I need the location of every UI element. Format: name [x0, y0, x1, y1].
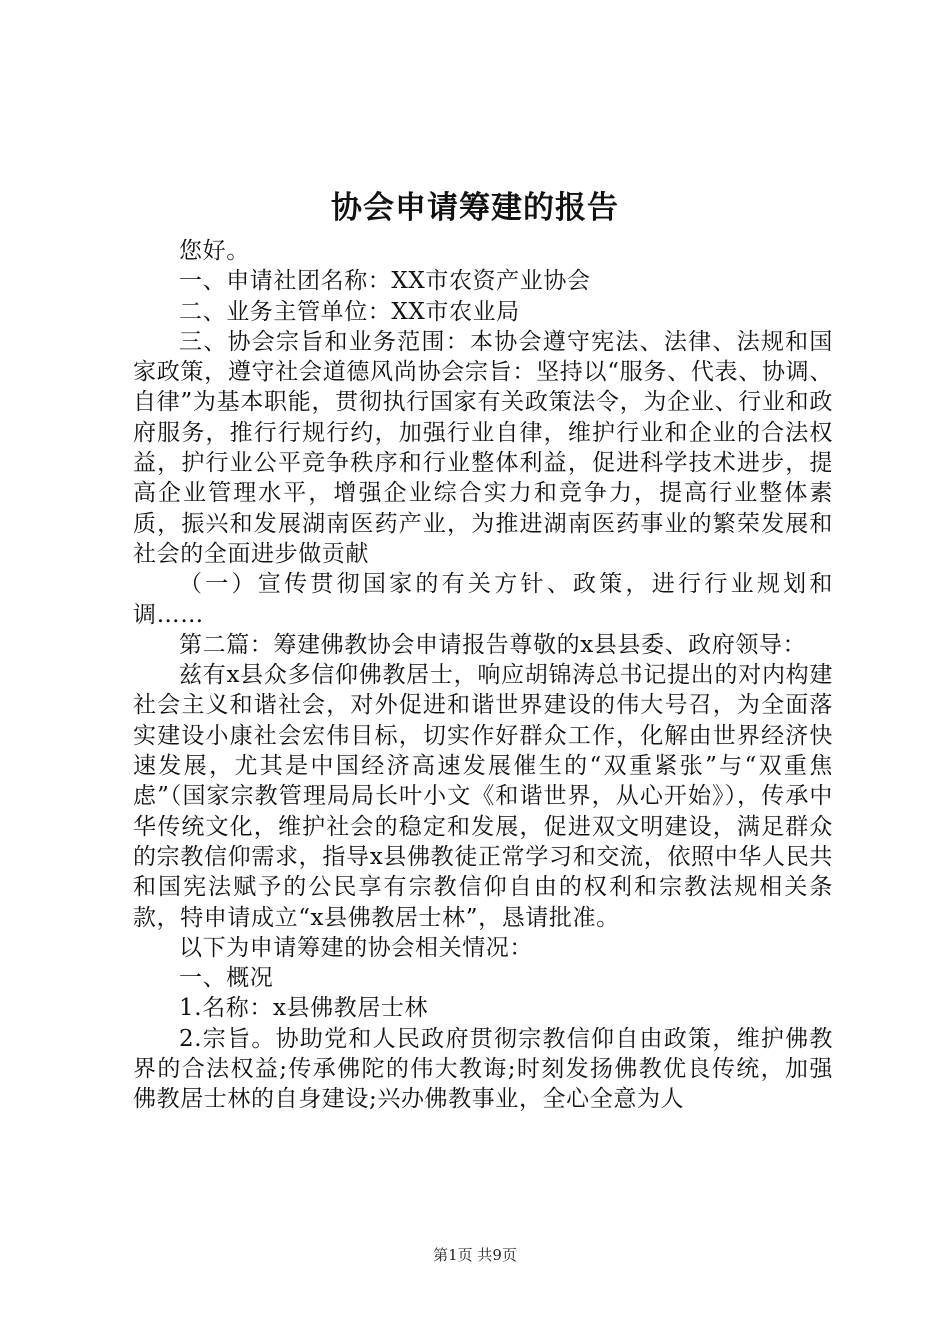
supervisor-paragraph: 二、业务主管单位：XX市农业局: [179, 298, 520, 325]
application-paragraph: 兹有x县众多信仰佛教居士，响应胡锦涛总书记提出的对内构建社会主义和谐社会，对外促进和谐世界建设的伟大号召，为全面落实建设小康社会宏伟目标，切实作好群众工作，化解由世界经济快速发展，尤其是中国经济高速发展催生的“双重紧张”与“双重焦虑”（国家宗教管理局局长叶小文《和谐世界，从心开始》），传承中华传统文化，维护社会的稳定和发展，促进双文明建设，满足群众的宗教信仰需求，指导x县佛教徒正常学习和交流，依照中华人民共和国宪法赋予的公民享有宗教信仰自由的权利和宗教法规相关条款，特申请成立“x县佛教居士林”，恳请批准。: [133, 662, 833, 931]
org-name-paragraph: 一、申请社团名称：XX市农资产业协会: [179, 268, 591, 295]
overview-heading: 一、概况: [179, 965, 274, 992]
name-item: 1.名称：x县佛教居士林: [179, 995, 429, 1022]
second-article-heading: 第二篇：筹建佛教协会申请报告尊敬的x县县委、政府领导：: [179, 631, 807, 658]
document-title: 协会申请筹建的报告: [331, 190, 619, 226]
document-body: [133, 236, 833, 1115]
policy-paragraph: （一）宣传贯彻国家的有关方针、政策，进行行业规划和调……: [133, 571, 833, 628]
greeting-paragraph: 您好。: [179, 238, 250, 264]
intro-paragraph: 以下为申请筹建的协会相关情况：: [179, 934, 533, 961]
purpose-paragraph: 三、协会宗旨和业务范围：本协会遵守宪法、法律、法规和国家政策，遵守社会道德风尚协会宗旨：坚持以“服务、代表、协调、自律”为基本职能，贯彻执行国家有关政策法令，为企业、行业和政府服务，推行行规行约，加强行业自律，维护行业和企业的合法权益，护行业公平竞争秩序和行业整体利益，促进科学技术进步，提高企业管理水平，增强企业综合实力和竞争力，提高行业整体素质，振兴和发展湖南医药产业，为推进湖南医药事业的繁荣发展和社会的全面进步做贡献: [133, 328, 833, 567]
page-footer: 第1页 共9页: [433, 1246, 517, 1264]
tenet-item: 2.宗旨。协助党和人民政府贯彻宗教信仰自由政策，维护佛教界的合法权益;传承佛陀的伟大教诲;时刻发扬佛教优良传统，加强佛教居士林的自身建设;兴办佛教事业，全心全意为人: [133, 1025, 833, 1113]
